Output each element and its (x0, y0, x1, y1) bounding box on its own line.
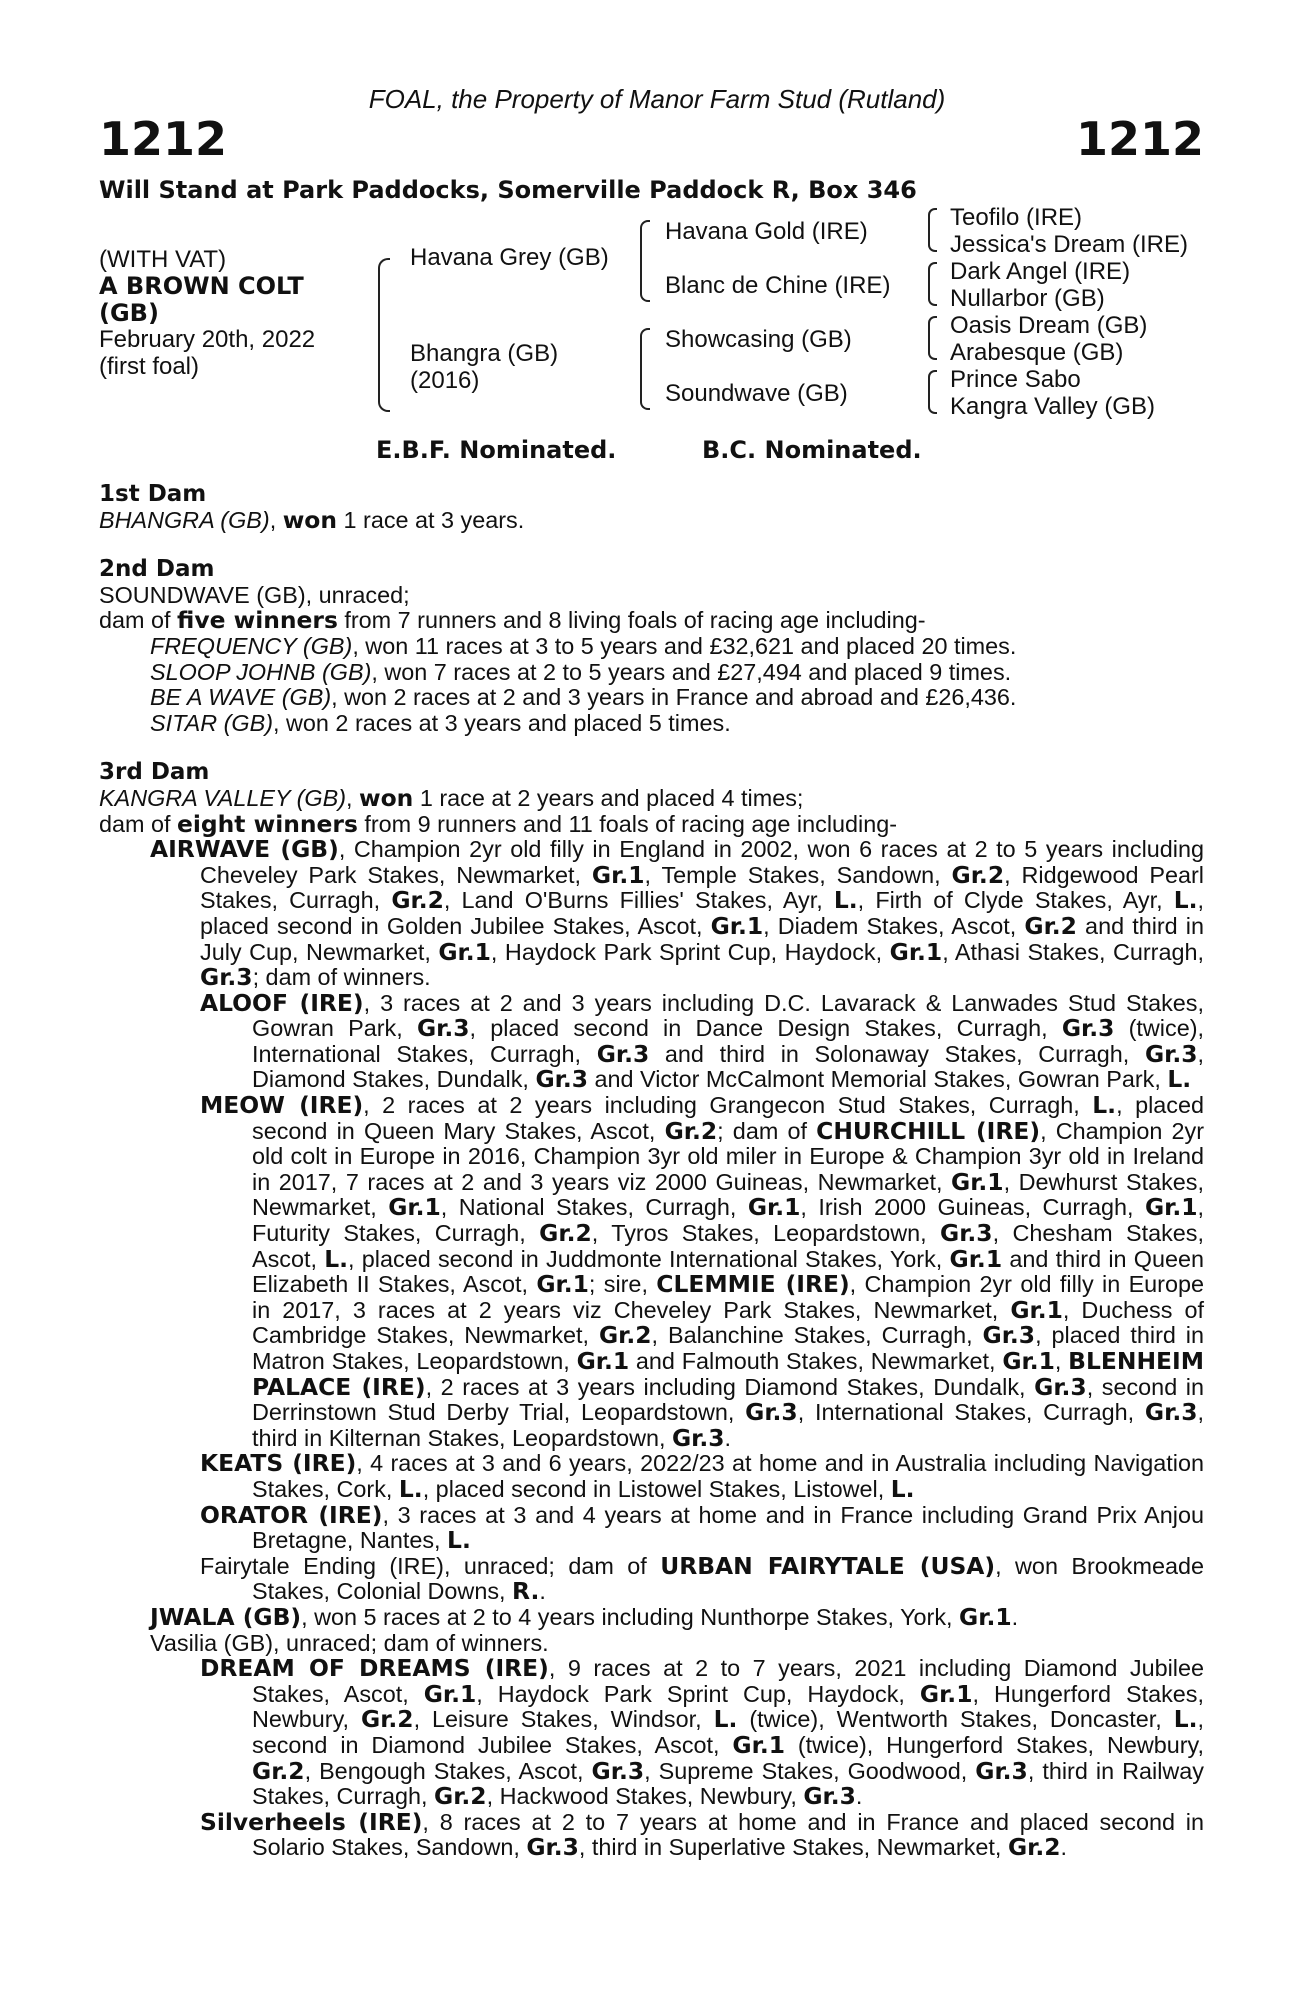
ancestor-1: Teofilo (IRE) (950, 204, 1083, 231)
entry-silverheels: Silverheels (IRE), 8 races at 2 to 7 years at home and in France and placed second in Solario Stakes, Sandown, Gr.3, third in Superlative Stakes, Newmarket, Gr.2. (200, 1807, 1204, 1862)
sire-sire: Havana Gold (IRE) (665, 218, 868, 245)
second-dam-foal-4: SITAR (GB), won 2 races at 3 years and placed 5 times. (150, 709, 731, 736)
entry-orator: ORATOR (IRE), 3 races at 3 and 4 years at home and in France including Grand Prix Anjou Bretagne, Nantes, L. (200, 1500, 1204, 1555)
entry-vasilia: Vasilia (GB), unraced; dam of winners. (150, 1629, 549, 1656)
ancestor-5: Oasis Dream (GB) (950, 312, 1148, 339)
vat-label: (WITH VAT) (99, 246, 227, 273)
brace-g2 (928, 262, 937, 306)
dam-dam: Soundwave (GB) (665, 380, 848, 407)
entry-airwave: AIRWAVE (GB), Champion 2yr old filly in England in 2002, won 6 races at 2 to 5 years including Cheveley Park Stakes, Newmarket, Gr.1, Temple Stakes, Sandown, Gr.2, Ridgewood Pearl Stakes, Curragh, Gr.2, Land O'Burns Fillies' Stakes, Ayr, L., Firth of Clyde Stakes, Ayr, L., placed second in Golden Jubilee Stakes, Ascot, Gr.1, Diadem Stakes, Ascot, Gr.2 and third in July Cup, Newmarket, Gr.1, Haydock Park Sprint Cup, Haydock, Gr.1, Athasi Stakes, Curragh, Gr.3; dam of winners. (150, 835, 1205, 992)
brace-subject (378, 258, 390, 412)
third-dam-line-1: KANGRA VALLEY (GB), won 1 race at 2 years and placed 4 times; (99, 783, 804, 812)
brace-sire (640, 220, 650, 302)
brace-g3 (928, 316, 937, 360)
entry-fairytale-ending: Fairytale Ending (IRE), unraced; dam of URBAN FAIRYTALE (USA), won Brookmeade Stakes, Colonial Downs, R.. (200, 1551, 1205, 1606)
second-dam-title: 2nd Dam (99, 556, 215, 583)
sire-dam: Blanc de Chine (IRE) (665, 272, 891, 299)
ancestor-4: Nullarbor (GB) (950, 285, 1105, 312)
entry-keats: KEATS (IRE), 4 races at 3 and 6 years, 2022/23 at home and in Australia including Navigation Stakes, Cork, L., placed second in Listowel Stakes, Listowel, L. (200, 1449, 1204, 1503)
subject-country: (GB) (99, 299, 159, 327)
second-dam-foal-1: FREQUENCY (GB), won 11 races at 3 to 5 years and £32,621 and placed 20 times. (150, 632, 1017, 659)
first-dam-title: 1st Dam (99, 481, 207, 507)
brace-g1 (928, 208, 937, 252)
first-dam-line: BHANGRA (GB), won 1 race at 3 years. (99, 505, 525, 534)
ancestor-8: Kangra Valley (GB) (950, 393, 1155, 420)
second-dam-foal-3: BE A WAVE (GB), won 2 races at 2 and 3 years in France and abroad and £26,436. (150, 684, 1017, 711)
lot-number-right: 1212 (1075, 112, 1204, 166)
stand-location: Will Stand at Park Paddocks, Somerville Paddock R, Box 346 (99, 176, 917, 204)
ebf-nominated: E.B.F. Nominated. (376, 436, 617, 464)
dam-sire: Showcasing (GB) (665, 326, 852, 353)
foal-note: (first foal) (99, 353, 200, 380)
page-subtitle: FOAL, the Property of Manor Farm Stud (Rutland) (368, 84, 946, 114)
foaling-date: February 20th, 2022 (99, 326, 316, 353)
catalogue-body (0, 482, 1314, 1861)
third-dam-line-2: dam of eight winners from 9 runners and 11 foals of racing age including- (99, 809, 898, 838)
dam: Bhangra (GB) (410, 340, 559, 367)
entry-dream-of-dreams: DREAM OF DREAMS (IRE), 9 races at 2 to 7 years, 2021 including Diamond Jubilee Stakes, Ascot, Gr.1, Haydock Park Sprint Cup, Haydock, Gr.1, Hungerford Stakes, Newbury, Gr.2, Leisure Stakes, Windsor, L. (twice), Wentworth Stakes, Doncaster, L., second in Diamond Jubilee Stakes, Ascot, Gr.1 (twice), Hungerford Stakes, Newbury, Gr.2, Bengough Stakes, Ascot, Gr.3, Supreme Stakes, Goodwood, Gr.3, third in Railway Stakes, Curragh, Gr.2, Hackwood Stakes, Newbury, Gr.3. (200, 1654, 1205, 1811)
ancestor-2: Jessica's Dream (IRE) (950, 231, 1188, 258)
second-dam-line-1: SOUNDWAVE (GB), unraced; (99, 581, 410, 608)
second-dam-line-2: dam of five winners from 7 runners and 8 living foals of racing age including- (99, 606, 926, 635)
entry-aloof: ALOOF (IRE), 3 races at 2 and 3 years including D.C. Lavarack & Lanwades Stud Stakes, Gowran Park, Gr.3, placed second in Dance Design Stakes, Curragh, Gr.3 (twice), International Stakes, Curragh, Gr.3 and third in Solonaway Stakes, Curragh, Gr.3, Diamond Stakes, Dundalk, Gr.3 and Victor McCalmont Memorial Stakes, Gowran Park, L. (200, 988, 1204, 1094)
ancestor-7: Prince Sabo (950, 366, 1081, 393)
brace-dam (640, 328, 650, 410)
ancestor-6: Arabesque (GB) (950, 339, 1124, 366)
ancestor-3: Dark Angel (IRE) (950, 258, 1131, 285)
dam-year: (2016) (410, 367, 480, 394)
second-dam-foal-2: SLOOP JOHNB (GB), won 7 races at 2 to 5 years and £27,494 and placed 9 times. (150, 658, 1012, 685)
lot-number-left: 1212 (99, 112, 228, 166)
entry-jwala: JWALA (GB), won 5 races at 2 to 4 years including Nunthorpe Stakes, York, Gr.1. (150, 1602, 1019, 1631)
sire: Havana Grey (GB) (410, 244, 609, 271)
third-dam-title: 3rd Dam (99, 759, 210, 786)
bc-nominated: B.C. Nominated. (702, 436, 922, 464)
brace-g4 (928, 370, 937, 414)
subject-name: A BROWN COLT (99, 272, 304, 300)
entry-meow: MEOW (IRE), 2 races at 2 years including Grangecon Stud Stakes, Curragh, L., placed second in Queen Mary Stakes, Ascot, Gr.2; dam of CHURCHILL (IRE), Champion 2yr old colt in Europe in 2016, Champion 3yr old miler in Europe & Champion 3yr old in Ireland in 2017, 7 races at 2 and 3 years viz 2000 Guineas, Newmarket, Gr.1, Dewhurst Stakes, Newmarket, Gr.1, National Stakes, Curragh, Gr.1, Irish 2000 Guineas, Curragh, Gr.1, Futurity Stakes, Curragh, Gr.2, Tyros Stakes, Leopardstown, Gr.3, Chesham Stakes, Ascot, L., placed second in Juddmonte International Stakes, York, Gr.1 and third in Queen Elizabeth II Stakes, Ascot, Gr.1; sire, CLEMMIE (IRE), Champion 2yr old filly in Europe in 2017, 3 races at 2 years viz Cheveley Park Stakes, Newmarket, Gr.1, Duchess of Cambridge Stakes, Newmarket, Gr.2, Balanchine Stakes, Curragh, Gr.3, placed third in Matron Stakes, Leopardstown, Gr.1 and Falmouth Stakes, Newmarket, Gr.1, BLENHEIM PALACE (IRE), 2 races at 3 years including Diamond Stakes, Dundalk, Gr.3, second in Derrinstown Stud Derby Trial, Leopardstown, Gr.3, International Stakes, Curragh, Gr.3, third in Kilternan Stakes, Leopardstown, Gr.3. (200, 1091, 1205, 1452)
